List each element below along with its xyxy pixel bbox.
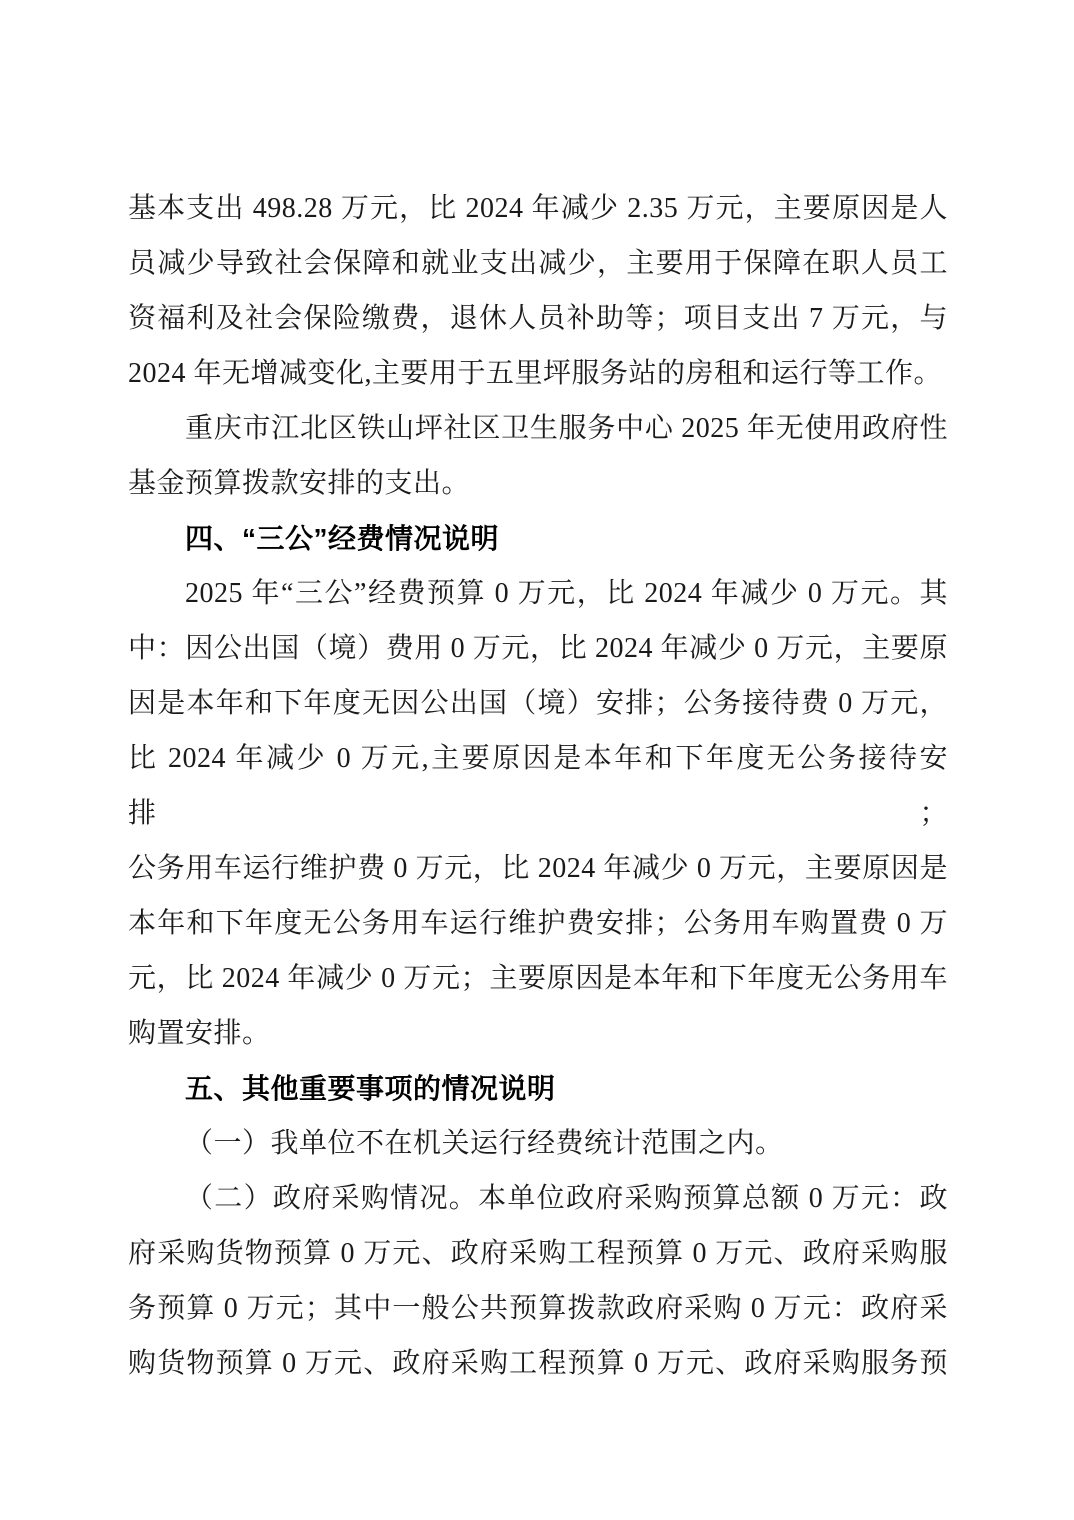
body-text-line: 公务用车运行维护费 0 万元，比 2024 年减少 0 万元，主要原因是 [128,853,948,884]
body-text-line: 因是本年和下年度无因公出国（境）安排；公务接待费 0 万元， [128,688,948,719]
body-text-line: （一）我单位不在机关运行经费统计范围之内。 [185,1128,784,1159]
body-text-line: 比 2024 年减少 0 万元,主要原因是本年和下年度无公务接待安排； [128,743,948,829]
body-text-line: 购置安排。 [128,1018,271,1049]
section-heading-four: 四、“三公”经费情况说明 [185,523,500,554]
body-text-line: （二）政府采购情况。本单位政府采购预算总额 0 万元：政 [185,1183,948,1214]
body-text-line: 元，比 2024 年减少 0 万元；主要原因是本年和下年度无公务用车 [128,963,948,994]
body-text-line: 2024 年无增减变化,主要用于五里坪服务站的房租和运行等工作。 [128,358,943,389]
body-text-line: 中：因公出国（境）费用 0 万元，比 2024 年减少 0 万元，主要原 [128,633,948,664]
body-text-line: 资福利及社会保险缴费，退休人员补助等；项目支出 7 万元，与 [128,303,948,334]
body-text-line: 基金预算拨款安排的支出。 [128,468,471,499]
body-text-line: 务预算 0 万元；其中一般公共预算拨款政府采购 0 万元：政府采 [128,1293,948,1324]
body-text-line: 本年和下年度无公务用车运行维护费安排；公务用车购置费 0 万 [128,908,948,939]
body-text-line: 员减少导致社会保障和就业支出减少，主要用于保障在职人员工 [128,248,948,279]
body-text-line: 府采购货物预算 0 万元、政府采购工程预算 0 万元、政府采购服 [128,1238,948,1269]
body-text-line: 重庆市江北区铁山坪社区卫生服务中心 2025 年无使用政府性 [185,413,948,444]
body-text-line: 购货物预算 0 万元、政府采购工程预算 0 万元、政府采购服务预 [128,1348,948,1379]
section-heading-five: 五、其他重要事项的情况说明 [185,1073,556,1104]
body-text-line: 2025 年“三公”经费预算 0 万元，比 2024 年减少 0 万元。其 [185,578,948,609]
body-text-line: 基本支出 498.28 万元，比 2024 年减少 2.35 万元，主要原因是人 [128,193,948,224]
